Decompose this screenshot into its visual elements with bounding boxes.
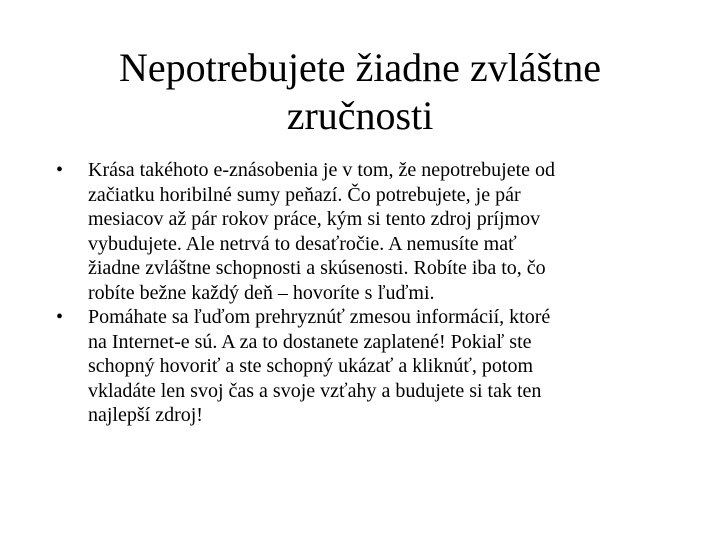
slide-title-line-1: Nepotrebujete žiadne zvláštne — [119, 45, 601, 90]
bullet-list — [56, 158, 688, 428]
bullet-2-line-4: vkladáte len svoj čas a svoje vzťahy a budujete si tak ten — [88, 379, 542, 402]
bullet-2-line-3: schopný hovoriť a ste schopný ukázať a kliknúť, potom — [88, 355, 533, 377]
bullet-2-line-5: najlepší zdroj! — [88, 404, 203, 426]
bullet-2-line-2: na Internet-e sú. A za to dostanete zaplatené! Pokiaľ ste — [88, 330, 532, 353]
bullet-1-line-3: mesiacov až pár rokov práce, kým si tento zdroj príjmov — [88, 208, 541, 230]
bullet-item-1 — [56, 158, 688, 305]
bullet-icon: • — [56, 159, 64, 181]
slide-title-line-2: zručnosti — [286, 93, 434, 138]
bullet-1-line-2: začiatku horibilné sumy peňazí. Čo potrebujete, je pár — [88, 183, 521, 206]
bullet-1-line-5: žiadne zvláštne schopnosti a skúsenosti. Robíte iba to, čo — [88, 257, 546, 279]
bullet-1-line-4: vybudujete. Ale netrvá to desaťročie. A nemusíte mať — [88, 232, 517, 255]
bullet-item-2 — [56, 305, 688, 428]
bullet-1-line-6: robíte bežne každý deň – hovoríte s ľuďmi. — [88, 281, 435, 304]
slide-title — [40, 44, 680, 140]
bullet-2-line-1: Pomáhate sa ľuďom prehryznúť zmesou informácií, ktoré — [88, 306, 551, 328]
bullet-1-line-1: Krása takéhoto e-znásobenia je v tom, že nepotrebujete od — [88, 159, 556, 181]
bullet-icon: • — [56, 306, 64, 328]
